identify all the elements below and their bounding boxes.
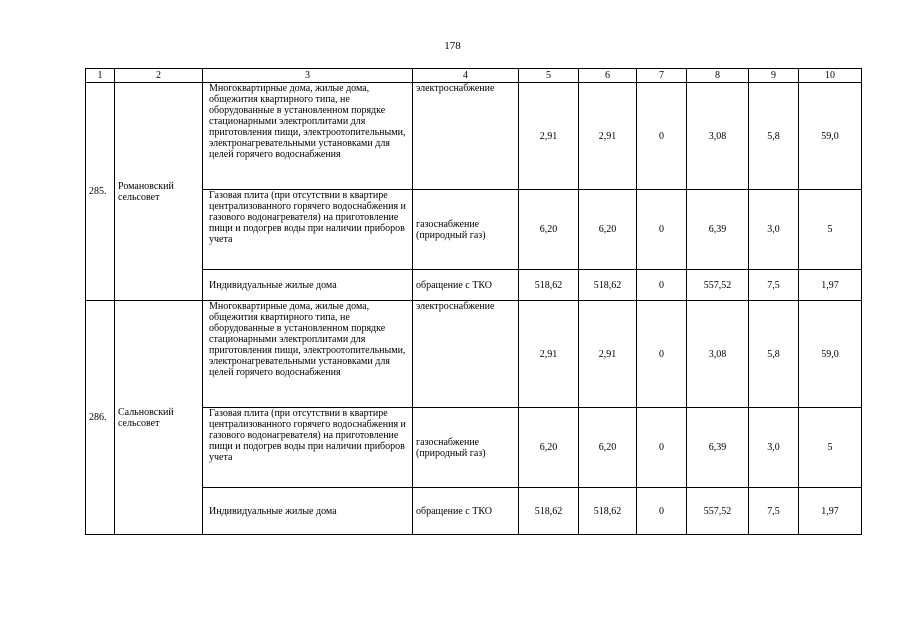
value-cell: 5,8 [749, 301, 799, 408]
value-cell: 1,97 [799, 488, 862, 535]
value-cell: 2,91 [579, 301, 637, 408]
housing-description: Многоквартирные дома, жилые дома, общежития квартирного типа, не оборудованные в установленном порядке стационарными электроплитами для приготовления пищи, электроотопительными, электронагревательными установками для целей горячего водоснабжения [203, 83, 413, 190]
value-cell: 557,52 [687, 488, 749, 535]
value-cell: 5 [799, 190, 862, 270]
value-cell: 518,62 [579, 270, 637, 301]
header-cell: 1 [86, 69, 115, 83]
value-cell: 518,62 [579, 488, 637, 535]
housing-description: Газовая плита (при отсутствии в квартире централизованного горячего водоснабжения и газового водонагревателя) на приготовление пищи и подогрев воды при наличии приборов учета [203, 190, 413, 270]
value-cell: 7,5 [749, 270, 799, 301]
value-cell: 3,0 [749, 408, 799, 488]
header-cell: 7 [637, 69, 687, 83]
value-cell: 59,0 [799, 301, 862, 408]
value-cell: 0 [637, 190, 687, 270]
value-cell: 3,08 [687, 301, 749, 408]
resource-type: электроснабжение [413, 301, 519, 408]
header-cell: 4 [413, 69, 519, 83]
resource-type: электроснабжение [413, 83, 519, 190]
resource-type: газоснабжение (природный газ) [413, 408, 519, 488]
value-cell: 2,91 [519, 301, 579, 408]
table-row [86, 190, 862, 270]
housing-description: Газовая плита (при отсутствии в квартире централизованного горячего водоснабжения и газового водонагревателя) на приготовление пищи и подогрев воды при наличии приборов учета [203, 408, 413, 488]
value-cell: 2,91 [519, 83, 579, 190]
resource-type: обращение с ТКО [413, 270, 519, 301]
header-cell: 3 [203, 69, 413, 83]
housing-description: Индивидуальные жилые дома [203, 270, 413, 301]
value-cell: 5 [799, 408, 862, 488]
table-row [86, 488, 862, 535]
header-cell: 10 [799, 69, 862, 83]
resource-type: обращение с ТКО [413, 488, 519, 535]
value-cell: 0 [637, 408, 687, 488]
value-cell: 0 [637, 301, 687, 408]
value-cell: 3,0 [749, 190, 799, 270]
value-cell: 1,97 [799, 270, 862, 301]
value-cell: 6,39 [687, 190, 749, 270]
value-cell: 2,91 [579, 83, 637, 190]
value-cell: 0 [637, 270, 687, 301]
row-number: 285. [86, 83, 115, 301]
header-cell: 6 [579, 69, 637, 83]
value-cell: 0 [637, 83, 687, 190]
table-row [86, 408, 862, 488]
value-cell: 6,20 [579, 408, 637, 488]
header-cell: 8 [687, 69, 749, 83]
table-row [86, 270, 862, 301]
value-cell: 59,0 [799, 83, 862, 190]
header-cell: 2 [115, 69, 203, 83]
header-row [86, 69, 862, 83]
value-cell: 7,5 [749, 488, 799, 535]
settlement-name: Романовский сельсовет [115, 83, 203, 301]
settlement-name: Сальновский сельсовет [115, 301, 203, 535]
value-cell: 557,52 [687, 270, 749, 301]
tariff-table [85, 68, 862, 535]
value-cell: 518,62 [519, 488, 579, 535]
value-cell: 6,20 [519, 408, 579, 488]
value-cell: 6,20 [579, 190, 637, 270]
value-cell: 6,39 [687, 408, 749, 488]
page-number: 178 [444, 40, 461, 52]
table-row [86, 301, 862, 408]
value-cell: 5,8 [749, 83, 799, 190]
value-cell: 518,62 [519, 270, 579, 301]
value-cell: 6,20 [519, 190, 579, 270]
header-cell: 5 [519, 69, 579, 83]
value-cell: 0 [637, 488, 687, 535]
resource-type: газоснабжение (природный газ) [413, 190, 519, 270]
row-number: 286. [86, 301, 115, 535]
housing-description: Индивидуальные жилые дома [203, 488, 413, 535]
value-cell: 3,08 [687, 83, 749, 190]
header-cell: 9 [749, 69, 799, 83]
housing-description: Многоквартирные дома, жилые дома, общежития квартирного типа, не оборудованные в установленном порядке стационарными электроплитами для приготовления пищи, электроотопительными, электронагревательными установками для целей горячего водоснабжения [203, 301, 413, 408]
table-row [86, 83, 862, 190]
